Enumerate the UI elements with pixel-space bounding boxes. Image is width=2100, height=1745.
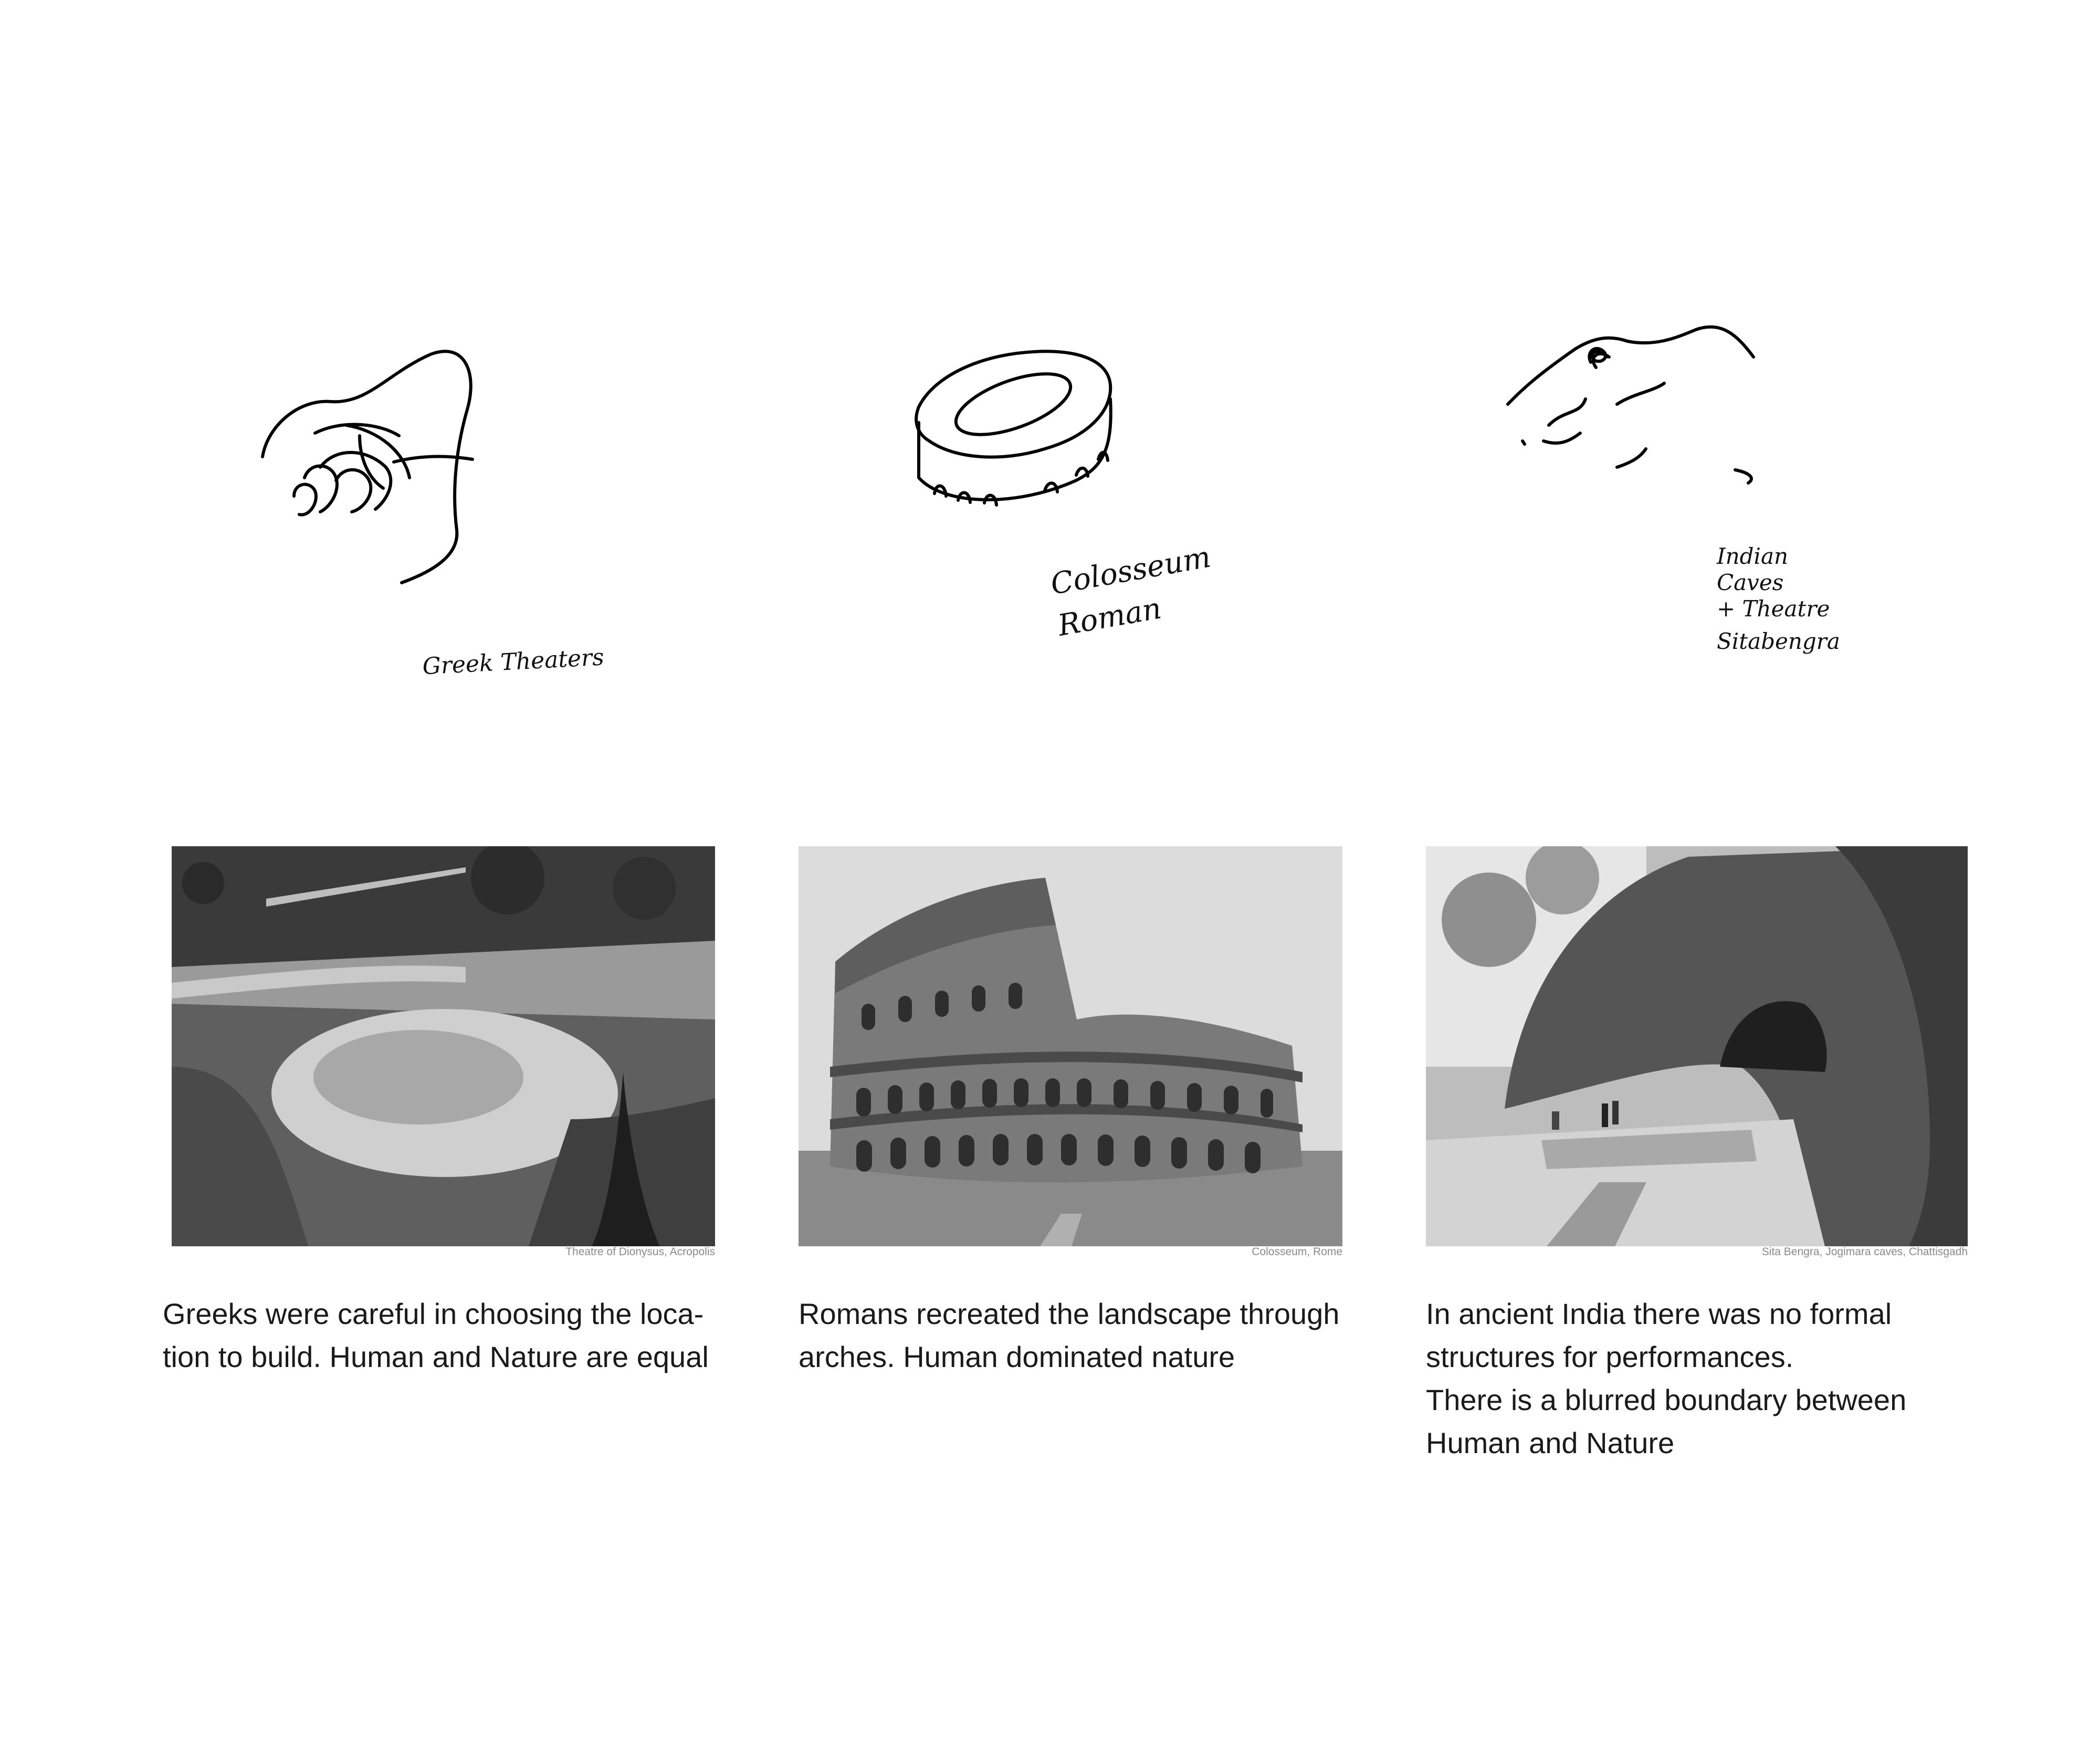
greek-caption [163,1292,709,1379]
sita-bengra-photo [1426,846,1968,1246]
roman-sketch-label [1047,534,1236,668]
greek-theater-sketch [257,341,562,593]
indian-sketch-label-line-2: Caves [1717,570,1784,595]
indian-sketch-label-line-3: + Theatre [1717,596,1830,622]
colosseum-sketch [903,349,1129,522]
indian-caption [1426,1292,1906,1465]
theatre-of-dionysus-photo [172,846,715,1246]
colosseum-photo [799,846,1342,1246]
greek-photo-credit: Theatre of Dionysus, Acropolis [565,1246,715,1258]
indian-caption-line-3: There is a blurred boundary between [1426,1383,1907,1416]
greek-sketch-label [422,644,612,690]
indian-sketch-label [1717,543,1885,680]
roman-caption [799,1292,1339,1379]
indian-caption-line-4: Human and Nature [1426,1426,1675,1459]
indian-caption-line-1: In ancient India there was no formal [1426,1297,1892,1330]
roman-sketch-label-line-2: Roman [1055,591,1164,643]
greek-sketch-label-line: Greek Theaters [422,644,605,680]
indian-caption-line-2: structures for performances. [1426,1340,1794,1373]
indian-sketch-label-line-4: Sitabengra [1717,628,1840,654]
roman-photo-credit: Colosseum, Rome [1252,1246,1342,1258]
roman-caption-line-2: arches. Human dominated nature [799,1340,1235,1373]
greek-caption-line-2: tion to build. Human and Nature are equal [163,1340,709,1373]
greek-caption-line-1: Greeks were careful in choosing the loca- [163,1297,704,1330]
indian-photo-credit: Sita Bengra, Jogimara caves, Chattisgadh [1761,1246,1968,1258]
roman-sketch-label-line-1: Colosseum [1048,540,1213,602]
indian-caves-sketch [1502,320,1796,493]
indian-sketch-label-line-1: Indian [1717,543,1789,569]
roman-caption-line-1: Romans recreated the landscape through [799,1297,1340,1330]
